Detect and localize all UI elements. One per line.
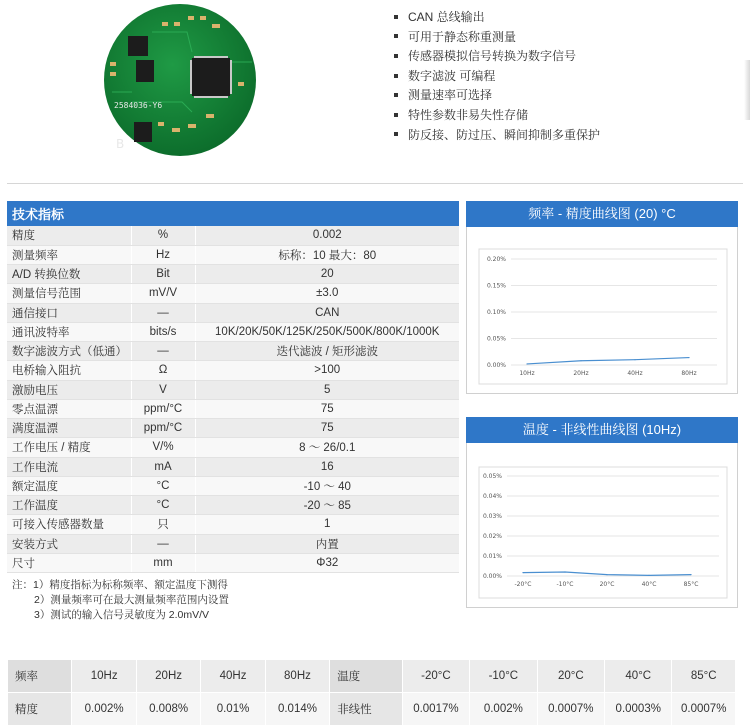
- summary-cell: 0.002%: [72, 693, 136, 726]
- summary-cell: 0.002%: [470, 693, 537, 726]
- feature-text: 测量速率可选择: [408, 88, 493, 103]
- pcb-image: [92, 2, 268, 158]
- spec-unit: —: [131, 342, 195, 361]
- feature-item: [394, 86, 600, 106]
- data-point: [690, 574, 691, 575]
- chart-panel-temperature: [466, 417, 738, 608]
- x-tick-label: -20°C: [514, 581, 532, 588]
- summary-label: 非线性: [330, 693, 402, 726]
- chart-title: 频率 - 精度曲线图 (20) °C: [466, 201, 738, 227]
- spec-value: 75: [195, 399, 459, 418]
- y-tick-label: 0.05%: [486, 335, 506, 343]
- spec-row: [7, 496, 459, 515]
- feature-list: [394, 8, 600, 145]
- section-divider: [7, 183, 743, 184]
- note-2: 2）测量频率可在最大测量频率范围内设置: [34, 594, 229, 606]
- data-point: [580, 360, 581, 361]
- spec-table-title: 技术指标: [7, 201, 459, 226]
- chart-title: 温度 - 非线性曲线图 (10Hz): [466, 417, 738, 443]
- spec-value: CAN: [195, 303, 459, 322]
- spec-row: [7, 515, 459, 534]
- spec-unit: mA: [131, 457, 195, 476]
- spec-unit: mm: [131, 553, 195, 572]
- feature-text: 防反接、防过压、瞬间抑制多重保护: [408, 127, 601, 142]
- spec-name: 测量信号范围: [7, 284, 131, 303]
- note-1: 注：1）精度指标为标称频率、额定温度下测得: [12, 579, 228, 591]
- spec-row: [7, 380, 459, 399]
- spec-value: 迭代滤波 / 矩形滤波: [195, 342, 459, 361]
- spec-unit: —: [131, 303, 195, 322]
- spec-unit: Hz: [131, 245, 195, 264]
- spec-name: 额定温度: [7, 476, 131, 495]
- spec-unit: %: [131, 226, 195, 245]
- spec-row: [7, 438, 459, 457]
- spec-unit: —: [131, 534, 195, 553]
- spec-value: 1: [195, 515, 459, 534]
- feature-text: CAN 总线输出: [408, 10, 485, 24]
- spec-value: 10K/20K/50K/125K/250K/500K/800K/1000K: [195, 322, 459, 341]
- data-point: [688, 357, 689, 358]
- spec-value: 0.002: [195, 226, 459, 245]
- spec-name: 通信接口: [7, 303, 131, 322]
- spec-name: A/D 转换位数: [7, 265, 131, 284]
- spec-unit: Bit: [131, 265, 195, 284]
- x-tick-label: 20Hz: [573, 370, 589, 377]
- spec-value: 75: [195, 419, 459, 438]
- feature-item: [394, 126, 600, 146]
- spec-row: [7, 265, 459, 284]
- feature-item: [394, 47, 600, 67]
- x-tick-label: 80Hz: [681, 370, 697, 377]
- notes: [12, 578, 229, 623]
- summary-cell: 20°C: [537, 660, 604, 693]
- bullet-icon: [394, 74, 398, 78]
- y-tick-label: 0.15%: [486, 282, 506, 290]
- spec-value: -20 ～ 85: [195, 496, 459, 515]
- data-point: [526, 363, 527, 364]
- spec-unit: °C: [131, 496, 195, 515]
- y-tick-label: 0.05%: [482, 473, 502, 480]
- spec-name: 通讯波特率: [7, 322, 131, 341]
- feature-item: [394, 106, 600, 126]
- summary-row: [8, 693, 736, 726]
- summary-table: [7, 659, 736, 726]
- plot-frame: [479, 467, 727, 598]
- spec-name: 零点温漂: [7, 399, 131, 418]
- spec-unit: °C: [131, 476, 195, 495]
- y-tick-label: 0.10%: [486, 309, 506, 316]
- summary-label: 温度: [330, 660, 402, 693]
- summary-cell: -10°C: [470, 660, 537, 693]
- summary-cell: 0.0007%: [537, 693, 604, 726]
- spec-name: 工作温度: [7, 496, 131, 515]
- feature-text: 传感器模拟信号转换为数字信号: [408, 49, 577, 64]
- spec-unit: ppm/°C: [131, 399, 195, 418]
- bullet-icon: [394, 93, 398, 97]
- spec-name: 精度: [7, 226, 131, 245]
- x-tick-label: 40Hz: [627, 370, 643, 377]
- spec-value: 8 ～ 26/0.1: [195, 438, 459, 457]
- summary-label: 频率: [8, 660, 72, 693]
- bullet-icon: [394, 54, 398, 58]
- summary-row: [8, 660, 736, 693]
- spec-name: 测量频率: [7, 245, 131, 264]
- x-tick-label: 40°C: [641, 581, 657, 588]
- spec-value: 标称：10 最大：80: [195, 245, 459, 264]
- spec-value: 20: [195, 265, 459, 284]
- temperature-nonlinearity-chart: [467, 443, 737, 608]
- data-point: [648, 575, 649, 576]
- bullet-icon: [394, 113, 398, 117]
- feature-text: 数字滤波 可编程: [408, 68, 496, 83]
- y-tick-label: 0.04%: [482, 493, 502, 500]
- plot-frame: [479, 249, 727, 384]
- y-tick-label: 0.00%: [482, 573, 502, 580]
- spec-row: [7, 457, 459, 476]
- feature-item: [394, 8, 600, 28]
- spec-value: 5: [195, 380, 459, 399]
- summary-cell: 0.008%: [136, 693, 200, 726]
- summary-label: 精度: [8, 693, 72, 726]
- x-tick-label: 10Hz: [519, 370, 535, 377]
- y-tick-label: 0.02%: [482, 533, 502, 540]
- spec-name: 安装方式: [7, 534, 131, 553]
- spec-name: 激励电压: [7, 380, 131, 399]
- spec-unit: Ω: [131, 361, 195, 380]
- summary-cell: 20Hz: [136, 660, 200, 693]
- spec-value: 内置: [195, 534, 459, 553]
- spec-row: [7, 342, 459, 361]
- spec-name: 工作电流: [7, 457, 131, 476]
- feature-text: 特性参数非易失性存储: [408, 107, 529, 122]
- spec-value: >100: [195, 361, 459, 380]
- x-tick-label: -10°C: [556, 581, 574, 588]
- spec-unit: mV/V: [131, 284, 195, 303]
- spec-row: [7, 476, 459, 495]
- spec-row: [7, 399, 459, 418]
- summary-cell: 0.01%: [201, 693, 265, 726]
- spec-value: Φ32: [195, 553, 459, 572]
- edge-shadow: [744, 60, 750, 120]
- chart-panel-frequency: [466, 201, 738, 394]
- svg-text:2584036-Y6: 2584036-Y6: [114, 101, 163, 110]
- spec-name: 工作电压 / 精度: [7, 438, 131, 457]
- summary-cell: 85°C: [672, 660, 736, 693]
- svg-text:B: B: [116, 137, 125, 151]
- summary-cell: 40°C: [605, 660, 672, 693]
- spec-unit: ppm/°C: [131, 419, 195, 438]
- feature-item: [394, 28, 600, 48]
- spec-row: [7, 361, 459, 380]
- spec-name: 尺寸: [7, 553, 131, 572]
- spec-row: [7, 303, 459, 322]
- spec-row: [7, 553, 459, 572]
- data-point: [522, 572, 523, 573]
- data-point: [634, 359, 635, 360]
- feature-item: [394, 67, 600, 87]
- summary-cell: 0.0017%: [402, 693, 469, 726]
- bullet-icon: [394, 132, 398, 136]
- spec-row: [7, 226, 459, 245]
- y-tick-label: 0.03%: [482, 513, 502, 520]
- spec-value: -10 ～ 40: [195, 476, 459, 495]
- spec-name: 电桥输入阻抗: [7, 361, 131, 380]
- summary-cell: -20°C: [402, 660, 469, 693]
- bullet-icon: [394, 15, 398, 19]
- spec-name: 满度温漂: [7, 419, 131, 438]
- spec-row: [7, 322, 459, 341]
- spec-unit: V: [131, 380, 195, 399]
- spec-table: [7, 201, 459, 573]
- summary-cell: 10Hz: [72, 660, 136, 693]
- data-point: [606, 574, 607, 575]
- x-tick-label: 20°C: [599, 581, 615, 588]
- spec-unit: V/%: [131, 438, 195, 457]
- spec-name: 可接入传感器数量: [7, 515, 131, 534]
- spec-unit: 只: [131, 515, 195, 534]
- data-point: [564, 571, 565, 572]
- spec-value: 16: [195, 457, 459, 476]
- bullet-icon: [394, 34, 398, 38]
- summary-cell: 0.0007%: [672, 693, 736, 726]
- spec-row: [7, 534, 459, 553]
- summary-cell: 0.0003%: [605, 693, 672, 726]
- spec-name: 数字滤波方式（低通）: [7, 342, 131, 361]
- spec-row: [7, 419, 459, 438]
- spec-value: ±3.0: [195, 284, 459, 303]
- y-tick-label: 0.00%: [486, 362, 506, 369]
- feature-text: 可用于静态称重测量: [408, 29, 517, 44]
- y-tick-label: 0.01%: [482, 553, 502, 560]
- note-3: 3）测试的输入信号灵敏度为 2.0mV/V: [34, 609, 210, 621]
- summary-cell: 0.014%: [265, 693, 329, 726]
- frequency-accuracy-chart: [467, 227, 737, 394]
- summary-cell: 80Hz: [265, 660, 329, 693]
- spec-unit: bits/s: [131, 322, 195, 341]
- y-tick-label: 0.20%: [486, 256, 506, 263]
- spec-row: [7, 284, 459, 303]
- spec-row: [7, 245, 459, 264]
- x-tick-label: 85°C: [683, 581, 699, 588]
- summary-cell: 40Hz: [201, 660, 265, 693]
